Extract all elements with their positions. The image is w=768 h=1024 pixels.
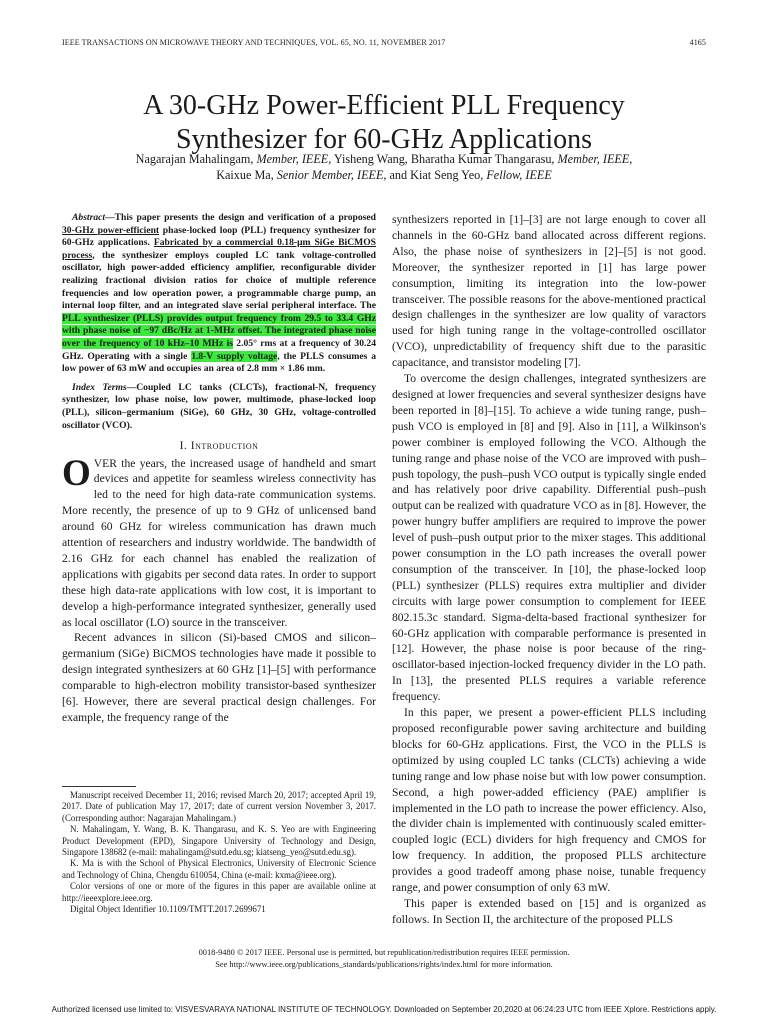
abstract-highlight-1: PLL synthesizer (PLLS) provides output frequency from 29.5 to 33.4 GHz with phase noise of −97 dBc/Hz at 1-MHz offset. The integrated phase noise over the frequency of 10 kHz–10 MHz is <box>62 312 376 349</box>
author-2-role: Member, IEEE, <box>557 152 633 166</box>
index-terms-label: Index Terms <box>72 381 127 393</box>
copyright-line-2: See http://www.ieee.org/publications_standards/publications/rights/index.html for more information. <box>215 960 553 969</box>
author-list <box>62 151 706 183</box>
author-4-role: Fellow, IEEE <box>486 168 552 182</box>
abstract-text: , the PLLS consumes a low power of 63 mW and occupies an area of 2.8 mm × 1.86 mm. <box>62 350 377 375</box>
license-footer: Authorized licensed use limited to: VISVESVARAYA NATIONAL INSTITUTE OF TECHNOLOGY. Downloaded on September 20,2020 at 06:24:23 UTC from IEEE Xplore. Restrictions apply. <box>51 1005 717 1014</box>
section-title: Introduction <box>190 439 259 453</box>
footnote-doi: Digital Object Identifier 10.1109/TMTT.2017.2699671 <box>70 904 266 915</box>
author-3-role: Senior Member, IEEE, <box>276 168 387 182</box>
abstract-text: —This paper presents the design and verification of a proposed <box>105 212 376 223</box>
author-1: Nagarajan Mahalingam, <box>135 152 254 166</box>
abstract-text: 2.05° rms at a frequency of 30.24 GHz. Operating with a single <box>62 337 376 362</box>
section-number: I. <box>179 439 188 453</box>
right-column <box>392 212 706 928</box>
intro-text-1: VER the years, the increased usage of handheld and smart devices and appetite for seamless wireless connectivity has led to the need for high data-rate communication systems. More recently, the presence of up to 9 GHz of unlicensed band around 60 GHz for wireless communication has drawn much attention of researchers and industry worldwide. The bandwidth of 2.16 GHz for each channel has enabled the realization of applications with gigabits per second data rates. In order to support these high data-rate applications with low cost, it is important to develop a high-performance integrated synthesizer, generally used as local oscillator (LO) source in the transceiver. <box>62 456 376 629</box>
abstract-label: Abstract <box>72 212 106 223</box>
footnote-rule <box>62 786 136 787</box>
section-heading <box>62 438 376 453</box>
footnote-affiliation-1: N. Mahalingam, Y. Wang, B. K. Thangarasu, and K. S. Yeo are with Engineering Product Development (EPD), Singapore University of Technology and Design, Singapore 138682 (e-mail: mahalingam@sutd.edu.sg; kiatseng_yeo@sutd.edu.sg). <box>62 824 376 858</box>
intro-paragraph-2: Recent advances in silicon (Si)-based CMOS and silicon–germanium (SiGe) BiCMOS technologies have made it possible to design integrated synthesizers at 60 GHz [1]–[5] with performance comparable to high-electron mobility transistor-based synthesizer [6]. However, there are several practical design challenges. For example, the frequency range of the <box>62 631 376 724</box>
right-paragraph-0: synthesizers reported in [1]–[3] are not large enough to cover all channels in the 60-GHz band allocated across different regions. Also, the phase noise of synthesizers in [2]–[5] is not good. Moreover, the synthesizer reported in [1] has large power consumption, limiting its integration into the low-power transceiver. The possible reasons for the above-mentioned practical design challenges in the synthesizer are low quality of varactors used for high tuning range in the voltage-controlled oscillator (VCO), unpredictability of frequency shift due to the parasitic capacitance, and transistor modeling [7]. <box>392 213 706 370</box>
author-1-role: Member, IEEE, <box>256 152 332 166</box>
abstract-text: phase-locked loop (PLL) frequency synthesizer for 60-GHz applications. <box>62 224 376 249</box>
footnotes <box>62 786 376 915</box>
index-terms <box>62 382 376 432</box>
footnote-manuscript: Manuscript received December 11, 2016; revised March 20, 2017; accepted April 19, 2017. Date of publication May 17, 2017; date of current version November 3, 2017. (Corresponding author: Nagarajan Mahalingam.) <box>62 790 376 823</box>
drop-cap: O <box>62 452 91 494</box>
title-line-1: A 30-GHz Power-Efficient PLL Frequency <box>143 89 625 121</box>
right-paragraph-3: This paper is extended based on [15] and is organized as follows. In Section II, the architecture of the proposed PLLS <box>392 896 706 926</box>
running-header: IEEE TRANSACTIONS ON MICROWAVE THEORY AND TECHNIQUES, VOL. 65, NO. 11, NOVEMBER 2017 <box>62 38 446 47</box>
abstract-highlight-2: 1.8-V supply voltage <box>191 350 278 362</box>
author-2: Yisheng Wang, Bharatha Kumar Thangarasu, <box>333 152 555 166</box>
left-column <box>62 212 376 726</box>
author-3: Kaixue Ma, <box>216 168 274 182</box>
abstract-underline-1: 30-GHz power-efficient <box>62 224 160 236</box>
right-paragraph-2: In this paper, we present a power-efficient PLLS including proposed reconfigurable power saving architecture and building blocks for 60-GHz applications. First, the VCO in the PLLS is optimized by using coupled LC tanks (CLCTs) achieving a wide tuning range and low phase noise but with low power consumption. Second, a high power-added efficiency (PAE) amplifier is implemented in the LO path to increase the power efficiency. Also, the divider chain is implemented with continuously scaled emitter-coupled logic (ECL) dividers for high frequency and CMOS for low frequency. In addition, the proposed PLLS architecture provides a good tradeoff among phase noise, tunable frequency range, and power consumption of only 63 mW. <box>392 706 706 895</box>
footnote-affiliation-2: K. Ma is with the School of Physical Electronics, University of Electronic Science and Technology of China, Chengdu 610054, China (e-mail: kxma@ieee.org). <box>62 858 376 880</box>
paper-title <box>0 89 768 157</box>
author-4: and Kiat Seng Yeo, <box>389 168 484 182</box>
title-line-2: Synthesizer for 60-GHz Applications <box>175 123 593 155</box>
copyright-notice <box>62 947 706 971</box>
abstract-text: , the synthesizer employs coupled LC tank voltage-controlled oscillator, high power-added efficiency amplifier, reconfigurable divider realizing fractional division ratios for choice of multiple reference frequencies and low operation power, a programmable charge pump, an internal loop filter, and an integrated slave serial peripheral interface. The <box>62 249 376 312</box>
footnote-color: Color versions of one or more of the figures in this paper are available online at http://ieeexplore.ieee.org. <box>62 881 376 903</box>
index-terms-text: —Coupled LC tanks (CLCTs), fractional-N, frequency synthesizer, low phase noise, low power, multimode, phase-locked loop (PLL), silicon–germanium (SiGe), 60 GHz, 30 GHz, voltage-controlled oscillator (VCO). <box>62 381 376 431</box>
abstract-underline-2: Fabricated by a commercial 0.18-μm SiGe BiCMOS process <box>62 237 376 261</box>
copyright-line-1: 0018-9480 © 2017 IEEE. Personal use is permitted, but republication/redistribution requires IEEE permission. <box>198 948 570 957</box>
page-number: 4165 <box>689 38 706 47</box>
right-paragraph-1: To overcome the design challenges, integrated synthesizers are designed at lower frequencies and several synthesizer designs have been reported in [8]–[15]. To achieve a wide tuning range, push–push VCO is employed in [8] and [9]. Also in [11], a Wilkinson's power combiner is employed following the VCO. Although the tuning range and phase noise of the VCO are improved with push–push topology, the push–push VCO output is typically single ended and has relatively poor drive capability. Differential push–push output can be realized with quadrature VCO as in [8]. However, the power hungry buffer amplifiers are required to improve the power level of push–push output prior to the mixer stages. This additional power consumption in the LO path increases the overall power consumption of the transceiver. In [10], the phase-locked loop (PLL) synthesizer (PLLS) requires extra multiplier and divider circuits with large power consumption to complement for IEEE 802.15.3c standard. Sigma-delta-based fractional synthesizer for 60-GHz application with comparable performance is presented in [12]. However, the phase noise is poor because of the ring-oscillator-based injection-locked frequency divider in the LO path. In [13], the presented PLLS requires a variable reference frequency. <box>392 372 706 704</box>
abstract <box>62 212 376 376</box>
intro-paragraph-1 <box>62 452 376 631</box>
